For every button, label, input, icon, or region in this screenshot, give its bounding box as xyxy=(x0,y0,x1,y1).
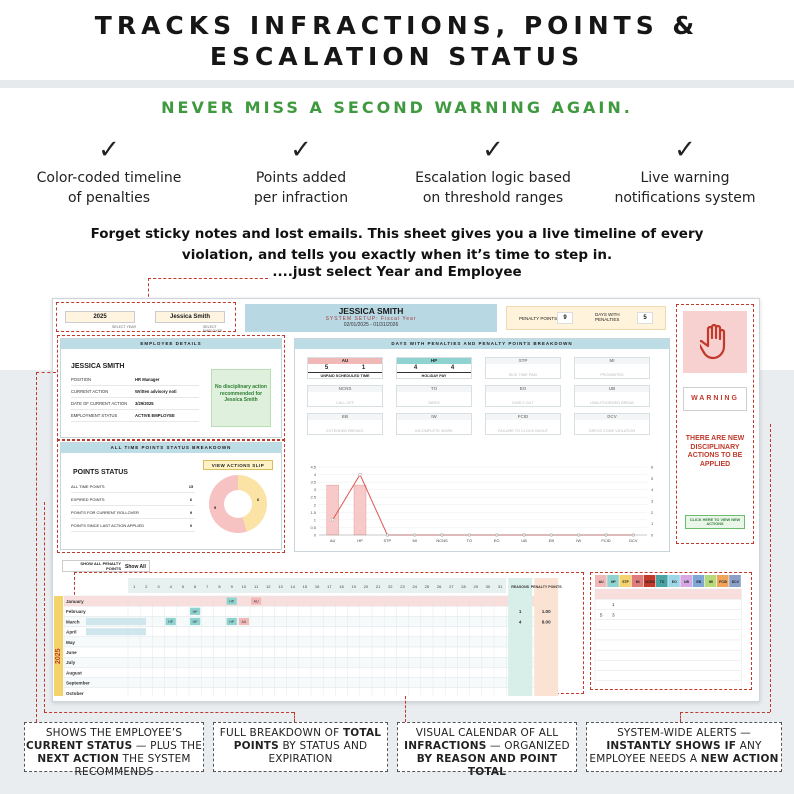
days-count: 4 xyxy=(413,365,418,371)
detail-row: POSITION HR Manager xyxy=(71,374,199,386)
x-tick-label: EO xyxy=(493,538,500,543)
penalty-total: 1.00 xyxy=(541,609,551,615)
y-tick-label: 4 xyxy=(313,472,316,478)
chart-point-hp xyxy=(359,473,362,476)
day-number: 20 xyxy=(363,584,369,589)
category-code: DCV xyxy=(575,414,649,420)
feature-item: ✓ Escalation logic based on threshold ranges xyxy=(398,136,588,208)
month-label: May xyxy=(66,639,75,645)
category-tile-mi xyxy=(574,357,650,379)
month-label: July xyxy=(66,660,76,666)
reason-row xyxy=(595,681,741,689)
category-counts xyxy=(397,364,471,372)
day-number: 24 xyxy=(412,584,417,589)
callout-alerts: SYSTEM-WIDE ALERTS — INSTANTLY SHOWS IF ANY EMPLOYEE NEEDS A NEW ACTION xyxy=(586,722,782,772)
warning-message: THERE ARE NEW DISCIPLINARY ACTIONS TO BE APPLIED xyxy=(685,435,745,468)
y-tick-label: 0 xyxy=(313,532,316,538)
category-counts xyxy=(308,420,382,428)
category-label: INCOMPLETE WORK xyxy=(415,429,453,433)
month-row xyxy=(64,637,552,647)
reason-count: 3 xyxy=(612,612,615,618)
detail-row: EMPLOYMENT STATUS ACTIVE EMPLOYEE xyxy=(71,410,199,422)
reason-row xyxy=(595,640,741,650)
category-code: STP xyxy=(486,358,560,364)
category-counts xyxy=(308,392,382,400)
category-counts xyxy=(575,420,649,428)
chart-point-au xyxy=(331,518,334,521)
tagline: NEVER MISS A SECOND WARNING AGAIN. xyxy=(161,98,633,117)
callout-employee-status: SHOWS THE EMPLOYEE’S CURRENT STATUS — PLUS THE NEXT ACTION THE SYSTEM RECOMMENDS xyxy=(24,722,204,772)
category-tile-ub xyxy=(574,385,650,407)
intro-text: Forget sticky notes and lost emails. This sheet gives you a live timeline of every violation, and tells you exactly when it’s time to step in. xyxy=(90,226,704,263)
penalty-header: PENALTY POINTS xyxy=(530,585,562,589)
hero-title xyxy=(0,0,794,72)
x-tick-label: IW xyxy=(576,538,582,543)
chart-bar-hp xyxy=(354,485,366,535)
divider xyxy=(0,80,794,88)
category-counts xyxy=(397,420,471,428)
y2-tick-label: 3 xyxy=(651,498,654,504)
connector-line xyxy=(770,424,771,712)
day-number: 26 xyxy=(436,584,442,589)
category-tile-iw xyxy=(396,413,472,435)
infraction-code: HP xyxy=(192,620,198,625)
points-count: 4 xyxy=(450,365,455,371)
reasons-header: REASONS xyxy=(511,585,530,589)
penalty-total: 8.00 xyxy=(541,619,551,625)
category-grid xyxy=(307,357,657,435)
connector-line xyxy=(36,372,56,373)
reason-header-label: MI xyxy=(635,580,640,584)
month-label: June xyxy=(66,650,77,655)
x-tick-label: TO xyxy=(466,538,473,543)
y-tick-label: 3 xyxy=(313,487,316,493)
day-number: 7 xyxy=(206,584,209,589)
infraction-code: AU xyxy=(241,620,247,625)
x-tick-label: DCV xyxy=(629,538,638,543)
day-number: 27 xyxy=(449,584,454,589)
category-counts xyxy=(308,364,382,372)
day-number: 25 xyxy=(424,584,430,589)
date-range: 02/01/2025 - 01/31/2026 xyxy=(343,322,399,328)
connector-line xyxy=(44,502,45,712)
category-tile-ncns xyxy=(307,385,383,407)
callout-points-breakdown: FULL BREAKDOWN OF TOTAL POINTS BY STATUS AND EXPIRATION xyxy=(213,722,388,772)
month-row xyxy=(64,657,552,667)
points-summary: PENALTY POINTS 9 DAYS WITH PENALTIES 5 xyxy=(506,306,666,330)
day-number: 15 xyxy=(302,584,308,589)
day-number: 23 xyxy=(400,584,405,589)
month-label: September xyxy=(66,680,90,686)
month-row xyxy=(64,647,552,657)
employee-name: JESSICA SMITH xyxy=(71,363,125,370)
month-label: October xyxy=(66,690,84,696)
hero-header xyxy=(0,0,794,80)
reason-header-label: EB xyxy=(696,580,702,584)
month-label: March xyxy=(66,619,80,625)
hero-title-line2: ESCALATION STATUS xyxy=(209,42,585,71)
y-tick-label: 1 xyxy=(313,517,316,523)
hero-title-line1: TRACKS INFRACTIONS, POINTS & xyxy=(94,11,700,40)
category-code: FCID xyxy=(486,414,560,420)
category-counts xyxy=(575,364,649,372)
x-tick-label: UB xyxy=(521,538,527,543)
category-tile-eb xyxy=(307,413,383,435)
y-tick-label: 1.5 xyxy=(310,509,316,515)
day-number: 22 xyxy=(388,584,393,589)
reason-header-label: DCV xyxy=(731,580,739,584)
reasons-count: 1 xyxy=(518,609,522,615)
month-highlight xyxy=(86,618,146,625)
calendar-grid xyxy=(54,578,584,696)
connector-line xyxy=(36,372,37,722)
category-label: PROHIBITED xyxy=(600,373,624,377)
reason-row xyxy=(595,650,741,660)
y2-tick-label: 6 xyxy=(651,464,654,470)
reason-header-label: IW xyxy=(708,580,713,584)
feature-list xyxy=(14,136,780,208)
panel-header: ALL TIME POINTS STATUS BREAKDOWN xyxy=(61,443,281,453)
reason-header-label: AU xyxy=(598,580,604,584)
feature-item: ✓ Points added per infraction xyxy=(206,136,396,208)
x-tick-label: MI xyxy=(412,538,417,543)
penalty-chart xyxy=(305,463,661,549)
infraction-calendar xyxy=(54,572,584,696)
y2-tick-label: 4 xyxy=(651,487,654,493)
category-label: DRESS CODE VIOLATION xyxy=(588,429,636,433)
y2-tick-label: 0 xyxy=(651,532,654,538)
reason-row xyxy=(595,609,741,619)
year-select[interactable]: 2025 xyxy=(65,311,135,323)
category-label: HOLIDAY PAY xyxy=(397,372,471,379)
day-number: 21 xyxy=(375,584,381,589)
day-number: 1 xyxy=(132,584,136,589)
x-tick-label: AU xyxy=(329,538,336,543)
month-row xyxy=(64,678,552,688)
category-label: TARDY xyxy=(427,401,441,405)
reason-summary-table xyxy=(591,573,751,689)
category-counts xyxy=(486,420,560,428)
category-tile-dcv xyxy=(574,413,650,435)
infraction-code: HP xyxy=(229,620,235,625)
points-row: ALL TIME POINTS 15 xyxy=(71,481,195,493)
category-code: MI xyxy=(575,358,649,364)
category-tile-stp xyxy=(485,357,561,379)
category-code: AU xyxy=(308,358,382,364)
employee-select[interactable]: Jessica Smith xyxy=(155,311,225,323)
selector-group xyxy=(56,302,236,332)
reason-row xyxy=(595,671,741,681)
employee-details-panel xyxy=(60,338,282,438)
day-number: 19 xyxy=(351,584,356,589)
x-tick-label: STP xyxy=(383,538,392,543)
points-donut-chart: 6 9 xyxy=(209,475,267,533)
reason-header-label: HP xyxy=(610,580,616,584)
category-code: EB xyxy=(308,414,382,420)
category-code: UB xyxy=(575,386,649,392)
y-tick-label: 3.5 xyxy=(310,479,316,485)
y-tick-label: 2 xyxy=(313,502,316,508)
x-tick-label: FCID xyxy=(601,538,611,543)
category-tile-to xyxy=(396,385,472,407)
reason-row xyxy=(595,589,741,599)
panel-header: DAYS WITH PENALTIES AND PENALTY POINTS BREAKDOWN xyxy=(295,339,669,349)
hand-stop-icon xyxy=(683,311,747,373)
view-new-actions-button[interactable]: CLICK HERE TO VIEW NEW ACTIONS xyxy=(685,515,745,529)
day-number: 14 xyxy=(290,584,295,589)
infraction-code: HP xyxy=(168,620,174,625)
y-tick-label: 4.5 xyxy=(310,464,316,470)
reason-count: 5 xyxy=(599,612,603,618)
day-number: 10 xyxy=(241,584,247,589)
month-row xyxy=(64,688,552,696)
category-code: TO xyxy=(397,386,471,392)
year-strip xyxy=(54,596,63,696)
day-number: 3 xyxy=(157,584,160,589)
category-counts xyxy=(486,392,560,400)
reason-count: 1 xyxy=(612,602,615,608)
reason-summary-grid xyxy=(590,572,752,690)
category-label: FAILURE TO CLOCK IN/OUT xyxy=(497,429,549,433)
reasons-count: 4 xyxy=(518,619,522,625)
reason-header-label: TO xyxy=(659,580,665,584)
day-number: 17 xyxy=(327,584,332,589)
day-number: 31 xyxy=(497,584,503,589)
day-number: 5 xyxy=(181,584,185,589)
x-tick-label: EB xyxy=(548,538,555,543)
points-row: EXPIRED POINTS 6 xyxy=(71,494,195,506)
reason-header-label: NCNS xyxy=(645,580,655,584)
month-label: January xyxy=(66,599,84,604)
points-row: POINTS FOR CURRENT ROLLOVER 9 xyxy=(71,507,195,519)
y-tick-label: 0.5 xyxy=(310,524,316,530)
detail-row: DATE OF CURRENT ACTION 3/29/2025 xyxy=(71,398,199,410)
category-counts xyxy=(486,364,560,372)
day-number: 11 xyxy=(254,584,259,589)
points-status-title: POINTS STATUS xyxy=(73,469,128,476)
checkmark-icon: ✓ xyxy=(290,135,312,165)
connector-line xyxy=(405,696,406,722)
day-number: 30 xyxy=(485,584,491,589)
employee-title: JESSICA SMITH xyxy=(338,306,404,316)
category-label: UNPAID SCHEDULED TIME xyxy=(308,372,382,379)
reason-header-label: EO xyxy=(671,580,677,584)
connector-line xyxy=(148,278,268,279)
reason-row xyxy=(595,599,741,609)
category-tile-hp xyxy=(396,357,472,379)
category-code: HP xyxy=(397,358,471,364)
feature-item: ✓ Color-coded timeline of penalties xyxy=(14,136,204,208)
reason-header-label: STP xyxy=(622,580,629,584)
system-setup: SYSTEM SETUP: Fiscal Year xyxy=(325,316,417,322)
points-count: 1 xyxy=(361,365,366,371)
category-counts xyxy=(397,392,471,400)
year-caption: SELECT YEAR xyxy=(112,325,136,329)
employee-title-box xyxy=(245,304,497,332)
category-counts xyxy=(575,392,649,400)
intro-subtext: ....just select Year and Employee xyxy=(272,264,522,280)
day-number: 2 xyxy=(145,584,148,589)
checkmark-icon: ✓ xyxy=(482,135,504,165)
y2-tick-label: 2 xyxy=(651,509,654,515)
infraction-code: HP xyxy=(229,599,235,604)
day-number: 29 xyxy=(473,584,478,589)
day-number: 16 xyxy=(314,584,320,589)
category-label: UNAUTHORIZED BREAK xyxy=(589,401,635,405)
y2-tick-label: 5 xyxy=(651,475,654,481)
day-number: 28 xyxy=(461,584,466,589)
reason-header-label: FCID xyxy=(719,580,728,584)
feature-item: ✓ Live warning notifications system xyxy=(590,136,780,208)
month-row xyxy=(64,606,552,616)
month-label: February xyxy=(66,609,86,615)
connector-line xyxy=(680,712,770,713)
checkmark-icon: ✓ xyxy=(98,135,120,165)
panel-header: EMPLOYEE DETAILS xyxy=(61,339,281,349)
day-number: 4 xyxy=(169,584,172,589)
category-tile-fcid xyxy=(485,413,561,435)
category-label: SICK TIME PAID xyxy=(508,373,538,377)
day-number: 9 xyxy=(230,584,233,589)
days-breakdown-panel xyxy=(294,338,670,552)
month-row xyxy=(64,596,552,606)
penalty-points-value: 9 xyxy=(557,312,573,324)
category-label: EXTENDED BREAKS xyxy=(326,429,364,433)
days-penalties-value: 5 xyxy=(637,312,653,324)
callout-calendar: VISUAL CALENDAR OF ALL INFRACTIONS — ORGANIZED BY REASON AND POINT TOTAL xyxy=(397,722,577,772)
employee-caption: SELECT EMPLOYEE xyxy=(203,325,223,333)
category-tile-au xyxy=(307,357,383,379)
y-tick-label: 2.5 xyxy=(310,494,316,500)
category-tile-eo xyxy=(485,385,561,407)
reason-header-label: UB xyxy=(684,580,689,584)
x-tick-label: HP xyxy=(357,538,363,543)
category-label: CALL OFF xyxy=(335,401,354,405)
category-code: NCNS xyxy=(308,386,382,392)
day-number: 13 xyxy=(278,584,283,589)
action-note: No disciplinary action recommended for Jessica Smith xyxy=(211,369,271,427)
month-label: April xyxy=(66,629,77,635)
days-count: 5 xyxy=(324,365,329,371)
month-row xyxy=(64,667,552,677)
day-number: 6 xyxy=(193,584,197,589)
show-all-toggle[interactable]: SHOW ALL PENALTY POINTS Show All xyxy=(62,560,150,572)
x-tick-label: NCNS xyxy=(436,538,448,543)
warning-title: WARNING xyxy=(683,387,747,411)
connector-line xyxy=(294,712,295,722)
reason-row xyxy=(595,660,741,670)
points-status-panel xyxy=(60,442,282,550)
reason-row xyxy=(595,630,741,640)
category-code: EO xyxy=(486,386,560,392)
reasons-column xyxy=(508,578,532,696)
points-row: POINTS SINCE LAST ACTION APPLIED 0 xyxy=(71,520,195,532)
category-code: IW xyxy=(397,414,471,420)
detail-row: CURRENT ACTION Written advisory noti xyxy=(71,386,199,398)
connector-line xyxy=(680,712,681,722)
month-label: August xyxy=(66,670,82,676)
infraction-code: AU xyxy=(253,599,259,604)
calendar-year: 2025 xyxy=(55,648,62,664)
warning-panel xyxy=(676,304,754,544)
connector-line xyxy=(44,712,294,713)
day-number: 18 xyxy=(339,584,344,589)
month-highlight xyxy=(86,628,146,635)
y2-tick-label: 1 xyxy=(651,521,654,527)
penalty-column xyxy=(534,578,558,696)
day-number: 12 xyxy=(266,584,271,589)
checkmark-icon: ✓ xyxy=(674,135,696,165)
infraction-code: HP xyxy=(192,609,198,614)
chart-bar-au xyxy=(327,485,339,535)
category-label: EARLY OUT xyxy=(512,401,534,405)
day-number: 8 xyxy=(218,584,221,589)
reason-row xyxy=(595,620,741,630)
view-actions-button[interactable]: VIEW ACTIONS SLIP xyxy=(203,460,273,470)
